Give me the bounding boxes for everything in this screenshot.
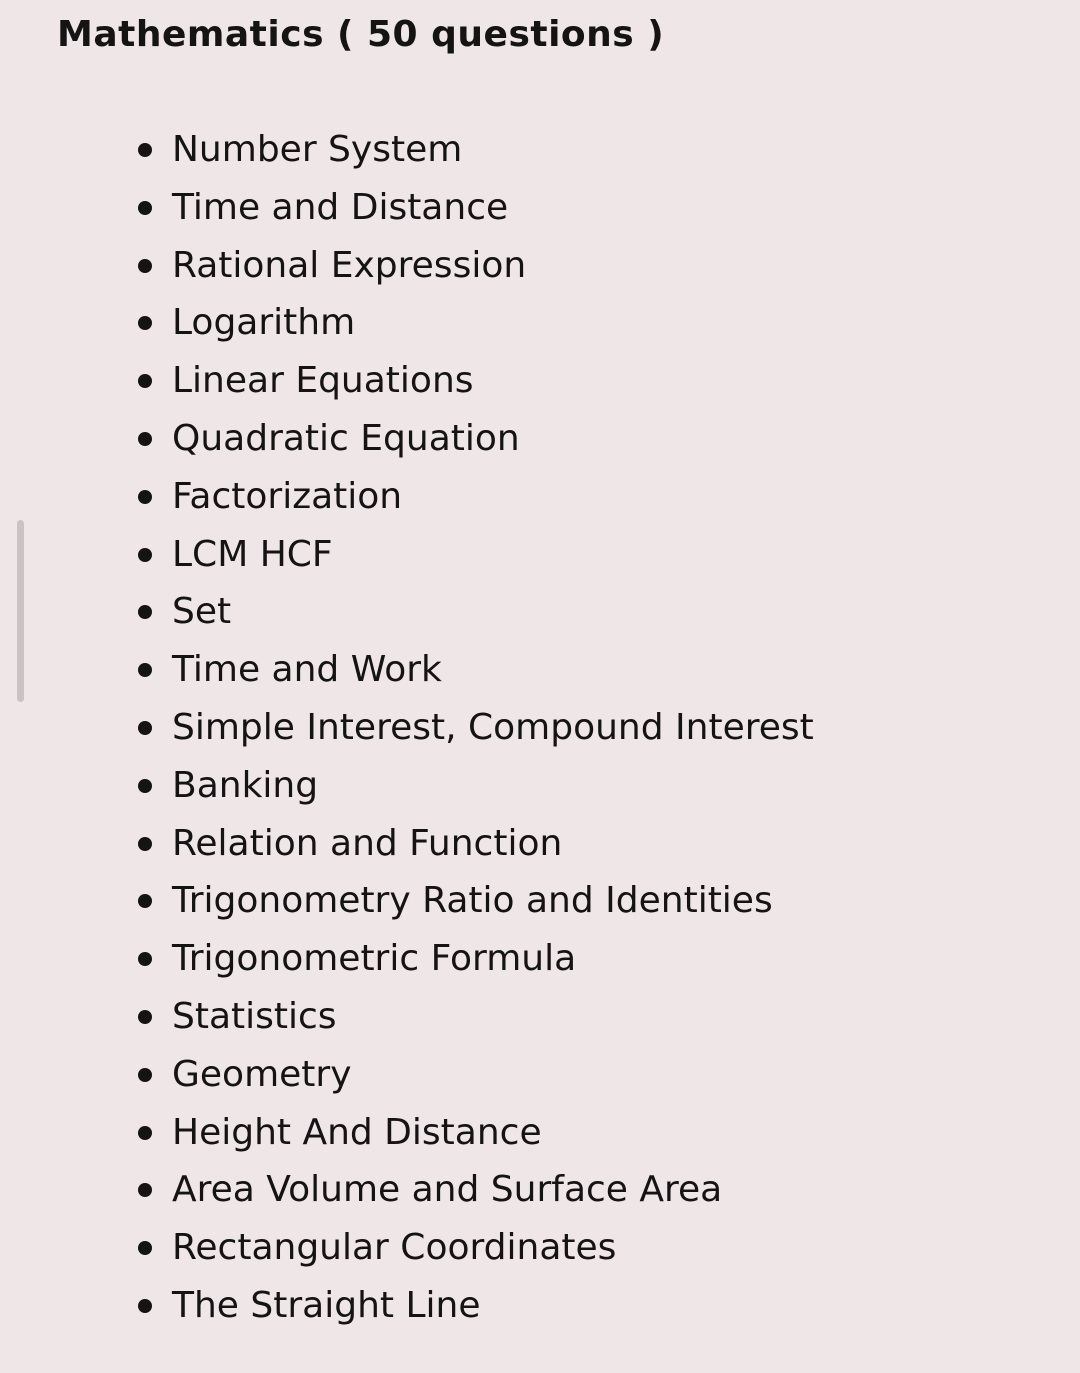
- topic-label: Factorization: [172, 475, 403, 517]
- list-item: [0, 757, 1080, 815]
- list-item: [0, 352, 1080, 410]
- list-item: [0, 526, 1080, 584]
- topic-label: Geometry: [172, 1053, 352, 1095]
- list-item: [0, 121, 1080, 179]
- list-item: [0, 1046, 1080, 1104]
- topic-label: Simple Interest, Compound Interest: [172, 706, 814, 748]
- topic-label: Time and Work: [172, 649, 442, 691]
- topic-label: Trigonometric Formula: [172, 938, 577, 980]
- bullet-icon: [138, 663, 152, 677]
- list-item: [0, 1277, 1080, 1335]
- bullet-icon: [138, 1068, 152, 1082]
- list-item: [0, 179, 1080, 237]
- list-item: [0, 583, 1080, 641]
- topic-label: Linear Equations: [172, 360, 474, 402]
- list-item: [0, 1161, 1080, 1219]
- list-item: [0, 815, 1080, 873]
- topic-label: Rectangular Coordinates: [172, 1227, 617, 1269]
- bullet-icon: [138, 490, 152, 504]
- bullet-icon: [138, 894, 152, 908]
- bullet-icon: [138, 374, 152, 388]
- topic-label: Area Volume and Surface Area: [172, 1169, 723, 1211]
- bullet-icon: [138, 605, 152, 619]
- topic-label: The Straight Line: [172, 1284, 481, 1326]
- list-item: [0, 1219, 1080, 1277]
- bullet-icon: [138, 316, 152, 330]
- topic-label: Banking: [172, 764, 319, 806]
- topic-label: Time and Distance: [172, 186, 509, 228]
- topic-label: Number System: [172, 129, 463, 170]
- scrollbar-thumb[interactable]: [17, 520, 24, 702]
- topic-label: Height And Distance: [172, 1111, 542, 1153]
- topic-label: Statistics: [172, 995, 337, 1037]
- bullet-icon: [138, 1010, 152, 1024]
- list-item: [0, 294, 1080, 352]
- list-item: [0, 988, 1080, 1046]
- topic-label: Relation and Function: [172, 822, 563, 864]
- topic-label: Set: [172, 591, 232, 633]
- list-item: [0, 410, 1080, 468]
- bullet-icon: [138, 779, 152, 793]
- bullet-icon: [138, 143, 152, 157]
- topic-label: Quadratic Equation: [172, 417, 520, 459]
- bullet-icon: [138, 201, 152, 215]
- topic-label: Trigonometry Ratio and Identities: [172, 880, 773, 922]
- section-heading: Mathematics ( 50 questions ): [57, 14, 665, 55]
- list-item: [0, 699, 1080, 757]
- list-item: [0, 641, 1080, 699]
- list-item: [0, 468, 1080, 526]
- topic-list: [0, 121, 1080, 1335]
- bullet-icon: [138, 259, 152, 273]
- bullet-icon: [138, 1126, 152, 1140]
- list-item: [0, 872, 1080, 930]
- bullet-icon: [138, 1183, 152, 1197]
- bullet-icon: [138, 1241, 152, 1255]
- bullet-icon: [138, 837, 152, 851]
- topic-label: LCM HCF: [172, 533, 333, 575]
- bullet-icon: [138, 548, 152, 562]
- bullet-icon: [138, 952, 152, 966]
- bullet-icon: [138, 721, 152, 735]
- list-item: [0, 930, 1080, 988]
- topic-label: Logarithm: [172, 302, 356, 344]
- list-item: [0, 237, 1080, 295]
- bullet-icon: [138, 432, 152, 446]
- list-item: [0, 1104, 1080, 1162]
- topic-label: Rational Expression: [172, 244, 527, 286]
- bullet-icon: [138, 1299, 152, 1313]
